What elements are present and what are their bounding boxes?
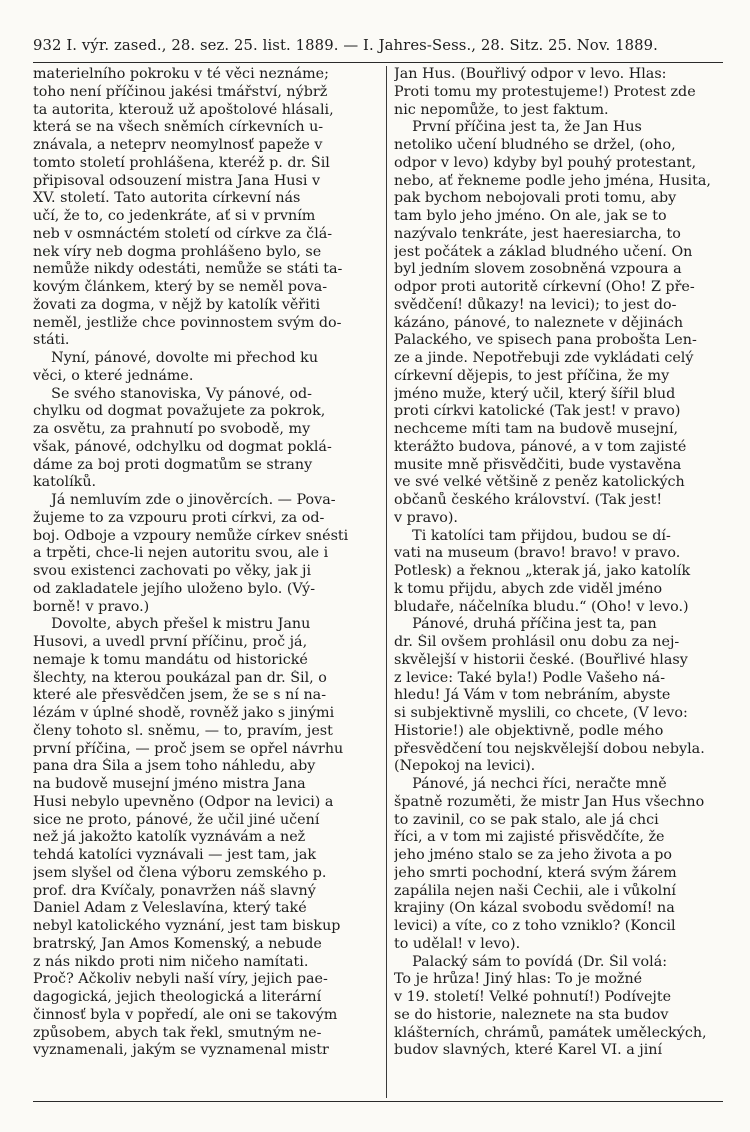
text-line: nek víry neb dogma prohlášeno bylo, se xyxy=(33,243,322,260)
text-line: neměl, jestliže chce povinnostem svým do- xyxy=(33,314,342,331)
text-line: přesvědčení tou nejskvělejší dobou nebyla. xyxy=(394,740,705,757)
text-line: kovým článkem, který by se neměl pova- xyxy=(33,279,328,295)
text-line: jest počátek a základ bludného učení. On xyxy=(394,243,693,260)
text-line: nemůže nikdy odestáti, nemůže se státi ta- xyxy=(33,261,343,278)
text-line: ze a jinde. Nepotřebuji zde vykládati celý xyxy=(394,350,694,366)
text-line: katolíků. xyxy=(33,474,97,491)
text-line: bludaře, náčelníka bludu.“ (Oho! v levo.) xyxy=(394,598,689,615)
text-line: (Nepokoj na levici). xyxy=(394,758,536,775)
text-line: vyznamenali, jakým se vyznamenal mistr xyxy=(33,1042,329,1059)
text-line: Pánové, druhá příčina jest ta, pan xyxy=(394,616,657,633)
text-line: Palackého, ve spisech pana probošta Len- xyxy=(394,332,697,349)
text-line: církevní dějepis, to jest příčina, že my xyxy=(394,367,670,384)
text-line: z nás nikdo proti nim ničeho namítati. xyxy=(33,953,309,970)
text-line: Se svého stanoviska, Vy pánové, od- xyxy=(33,385,312,402)
text-line: a trpěti, chce-li nejen autoritu svou, ale i xyxy=(33,545,329,562)
text-line: za osvětu, za prahnutí po svobodě, my xyxy=(33,421,311,437)
text-line: Nyní, pánové, dovolte mi přechod ku xyxy=(33,350,319,366)
text-line: učí, že to, co jedenkráte, ať si v prvním xyxy=(33,208,316,224)
text-line: státi. xyxy=(33,332,70,349)
text-line: ta autorita, kterouž už apoštolové hlásali, xyxy=(33,101,334,118)
text-line: bratrský, Jan Amos Komenský, a nebude xyxy=(33,935,322,952)
text-line: odpor v levo) kdyby byl pouhý protestant, xyxy=(394,154,697,171)
text-line: První příčina jest ta, že Jan Hus xyxy=(394,119,642,136)
column-divider xyxy=(386,66,387,1098)
text-line: tam bylo jeho jméno. On ale, jak se to xyxy=(394,208,667,224)
text-line: Proti tomu my protestujeme!) Protest zde xyxy=(394,83,696,100)
text-line: nebo, ať řekneme podle jeho jména, Husita, xyxy=(394,172,711,189)
text-line: pak bychom nebojovali proti tomu, aby xyxy=(394,190,677,207)
text-line: která se na všech sněmích církevních u- xyxy=(33,119,324,136)
text-line: nic nepomůže, to jest faktum. xyxy=(394,101,609,118)
footer-rule xyxy=(33,1101,723,1102)
text-line: ve své velké většině z peněz katolických xyxy=(394,474,685,491)
text-line: vati na museum (bravo! bravo! v pravo. xyxy=(394,545,681,562)
text-line: sice ne proto, pánové, že učil jiné učení xyxy=(33,811,320,828)
header-rule xyxy=(33,62,723,63)
text-line: prof. dra Kvíčaly, ponavržen náš slavný xyxy=(33,882,316,899)
text-line: první příčina, — proč jsem se opřel návrhu xyxy=(33,740,344,757)
text-line: jsem slyšel od člena výboru zemského p. xyxy=(33,864,327,881)
text-line: levici) a víte, co z toho vzniklo? (Koncil xyxy=(394,918,676,934)
text-line: které ale přesvědčen jsem, že se s ní na- xyxy=(33,687,327,704)
text-line: si subjektivně myslili, co chcete, (V levo: xyxy=(394,705,688,721)
right-text-column xyxy=(394,66,726,1060)
text-line: Palacký sám to povídá (Dr. Šil volá: xyxy=(394,953,668,970)
text-line: žujeme to za vzpouru proti církvi, za od- xyxy=(33,509,325,526)
text-line: Pánové, já nechci říci, neračte mně xyxy=(394,776,667,792)
text-line: než já jakožto katolík vyznávám a než xyxy=(33,829,306,846)
text-line: tehdá katolíci vyznávali — jest tam, jak xyxy=(33,847,317,863)
text-line: odpor proti autoritě církevní (Oho! Z pře- xyxy=(394,279,695,295)
text-line: Já nemluvím zde o jinověrcích. — Pova- xyxy=(33,492,336,508)
text-line: kázáno, pánové, to naleznete v dějinách xyxy=(394,314,684,331)
text-line: svědčení! důkazy! na levici); to jest do- xyxy=(394,296,677,313)
text-line: kterážto budova, pánové, a v tom zajisté xyxy=(394,438,687,455)
text-line: dagogická, jejich theologická a literární xyxy=(33,989,322,1005)
text-line: dáme za boj proti dogmatům se strany xyxy=(33,456,313,473)
left-text-column xyxy=(33,66,383,1060)
text-line: svou existenci zachovati po věky, jak ji xyxy=(33,563,312,579)
text-line: XV. století. Tato autorita církevní nás xyxy=(33,190,301,207)
text-line: zapálila nejen naši Čechii, ale i vůkolní xyxy=(394,882,676,899)
text-line: hledu! Já Vám v tom nebráním, abyste xyxy=(394,687,671,704)
text-line: Historie!) ale objektivně, podle mého xyxy=(394,722,664,739)
text-line: v 19. století! Velké pohnutí!) Podívejte xyxy=(394,989,672,1005)
text-line: od zakladatele jejího uloženo bylo. (Vý- xyxy=(33,580,316,597)
text-line: však, pánové, odchylku od dogmat poklá- xyxy=(33,438,332,455)
text-line: klášterních, chrámů, památek uměleckých, xyxy=(394,1024,707,1041)
text-line: špatně rozuměti, že mistr Jan Hus všechno xyxy=(394,793,705,810)
text-line: lézám v úplné shodě, rovněž jako s jinými xyxy=(33,705,335,721)
text-line: To je hrůza! Jiný hlas: To je možné xyxy=(394,971,643,988)
text-line: v pravo). xyxy=(394,509,458,526)
text-line: jeho smrti pochodní, která svým žárem xyxy=(394,864,677,881)
text-line: jméno muže, který učil, který šířil blud xyxy=(394,385,676,402)
text-line: toho není příčinou jakési tmářství, nýbrž xyxy=(33,83,328,100)
text-line: se do historie, naleznete na sta budov xyxy=(394,1006,669,1023)
text-line: k tomu přijdu, abych zde viděl jméno xyxy=(394,580,663,597)
text-line: nechceme míti tam na budově musejní, xyxy=(394,421,679,437)
text-line: členy tohoto sl. sněmu, — to, pravím, jest xyxy=(33,722,333,739)
text-line: říci, a v tom mi zajisté přisvědčíte, že xyxy=(394,829,665,846)
text-line: nemaje k tomu mandátu od historické xyxy=(33,651,308,668)
text-line: byl jedním slovem zosobněná vzpoura a xyxy=(394,261,682,278)
text-line: musite mně přisvědčiti, bude vystavěna xyxy=(394,456,682,473)
text-line: Husi nebylo upevněno (Odpor na levici) a xyxy=(33,793,334,810)
text-line: Potlesk) a řeknou „kterak já, jako katolík xyxy=(394,563,691,579)
text-line: borně! v pravo.) xyxy=(33,598,150,615)
text-line: Jan Hus. (Bouřlivý odpor v levo. Hlas: xyxy=(394,66,667,82)
text-line: netoliko učení bludného se držel, (oho, xyxy=(394,137,676,153)
text-line: neb v osmnáctém století od církve za člá- xyxy=(33,225,333,242)
text-line: věci, o které jednáme. xyxy=(33,367,194,384)
text-line: na budově musejní jméno mistra Jana xyxy=(33,776,306,792)
text-line: z levice: Také byla!) Podle Vašeho ná- xyxy=(394,669,666,686)
text-line: znávala, a neteprv neomylnosť papeže v xyxy=(33,137,323,153)
text-line: skvělejší v historii české. (Bouřlivé hlasy xyxy=(394,651,688,668)
text-line: budov slavných, které Karel VI. a jiní xyxy=(394,1042,663,1059)
text-line: Ti katolíci tam přijdou, budou se dí- xyxy=(394,527,671,544)
page-header: 932 I. výr. zased., 28. sez. 25. list. 1889. — I. Jahres-Sess., 28. Sitz. 25. Nov. 1889. xyxy=(33,37,658,54)
text-line: Proč? Ačkoliv nebyli naší víry, jejich pae- xyxy=(33,971,328,988)
text-line: Husovi, a uvedl první příčinu, proč já, xyxy=(33,634,308,650)
text-line: připisoval odsouzení mistra Jana Husi v xyxy=(33,172,321,189)
text-line: tomto století prohlášena, kteréž p. dr. Šil xyxy=(33,154,330,171)
text-line: Dovolte, abych přešel k mistru Janu xyxy=(33,616,311,633)
text-line: proti církvi katolické (Tak jest! v pravo) xyxy=(394,403,681,420)
text-line: boj. Odboje a vzpoury nemůže církev snésti xyxy=(33,527,349,544)
text-line: žovati za dogma, v nějž by katolík věřiti xyxy=(33,296,321,313)
text-line: občanů českého království. (Tak jest! xyxy=(394,492,663,508)
text-line: pana dra Šila a jsem toho náhledu, aby xyxy=(33,758,316,775)
text-line: Daniel Adam z Veleslavína, který také xyxy=(33,900,307,917)
text-line: činnosť byla v popředí, ale oni se takovým xyxy=(33,1006,338,1023)
text-line: chylku od dogmat považujete za pokrok, xyxy=(33,403,326,420)
text-line: jeho jméno stalo se za jeho života a po xyxy=(394,847,673,863)
text-line: způsobem, abych tak řekl, smutným ne- xyxy=(33,1024,322,1041)
text-line: materielního pokroku v té věci neznáme; xyxy=(33,66,329,82)
text-line: nebyl katolického vyznání, jest tam biskup xyxy=(33,918,341,934)
text-line: dr. Šil ovšem prohlásil onu dobu za nej- xyxy=(394,634,680,650)
text-line: šlechty, na kterou poukázal pan dr. Šil, o xyxy=(33,669,327,686)
text-line: krajiny (On kázal svobodu svědomí! na xyxy=(394,900,675,917)
text-line: nazývalo tenkráte, jest haeresiarcha, to xyxy=(394,225,681,242)
text-line: to zavinil, co se pak stalo, ale já chci xyxy=(394,811,659,828)
text-line: to udělal! v levo). xyxy=(394,935,521,952)
